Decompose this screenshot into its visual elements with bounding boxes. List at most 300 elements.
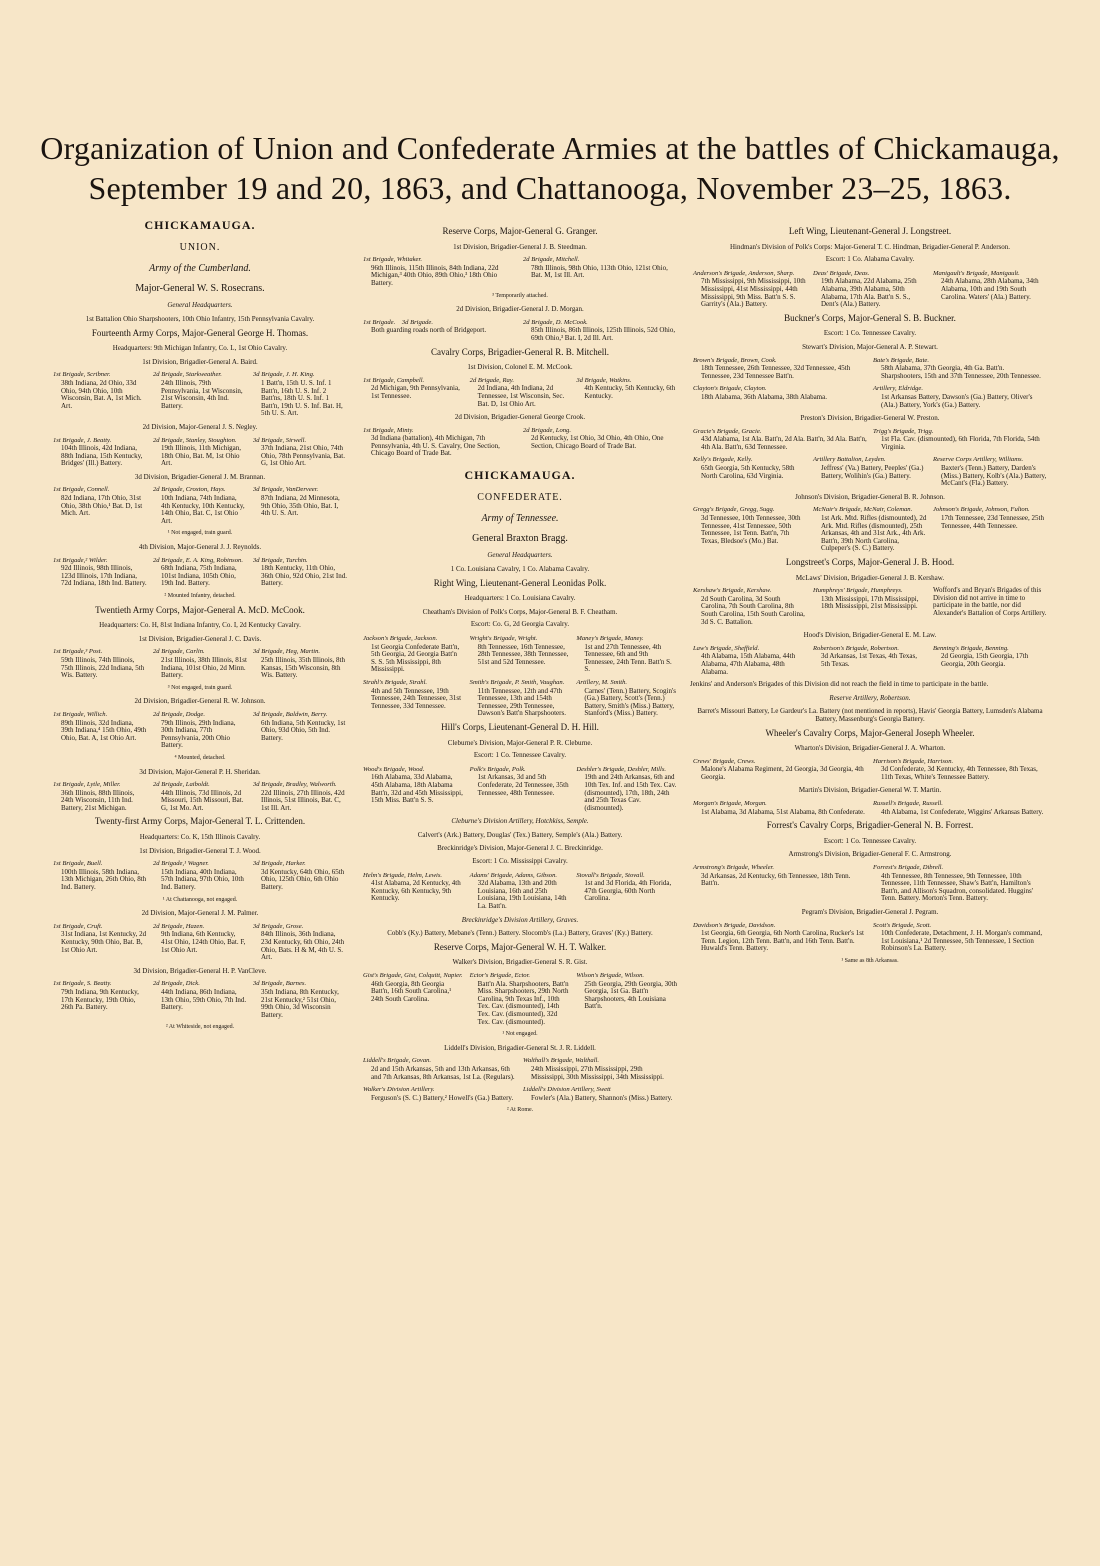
division-heading: 2d Division, Brigadier-General R. W. Johnson. (134, 697, 266, 706)
brigade (930, 645, 1050, 676)
brigade-units: 10th Indiana, 74th Indiana, 4th Kentucky, 10th Kentucky, 14th Ohio, Bat. C, 1st Ohio Art. (161, 494, 245, 525)
brigade-name: 1st Brigade, Connell. (53, 486, 110, 494)
brigade-name: Kelly's Brigade, Kelly. (693, 456, 753, 464)
brigade-name: 2d Brigade, Carlin. (153, 648, 205, 656)
brigade-name: Gist's Brigade, Gist, Colquitt, Napier. (363, 972, 463, 979)
brigade-units: Batt'n Ala. Sharpshooters, Batt'n Miss. Sharpshooters, 29th North Carolina, 9th Texas Inf., 10th Tex. Cav. (dismounted), 14th Tex. Cav. (dismounted), 32d Tex. Cav. (dismounted). (477, 979, 569, 1026)
brigade-units: 87th Indiana, 2d Minnesota, 9th Ohio, 35th Ohio, Bat. I, 4th U. S. Art. (261, 494, 340, 518)
brigade-row (690, 864, 1050, 903)
brigade-name: 2d Brigade, Ray. (469, 376, 514, 384)
brigade-name: 3d Brigade, Sirwell. (253, 436, 307, 444)
brigade (690, 385, 870, 409)
brigade (360, 427, 520, 458)
brigade-name: 2d Brigade, Dodge. (153, 710, 206, 718)
brigade (150, 860, 250, 891)
brigade-units: 82d Indiana, 17th Ohio, 31st Ohio, 38th Ohio,¹ Bat. D, 1st Mich. Art. (61, 494, 143, 518)
escort: Escort: Co. G, 2d Georgia Cavalry. (470, 620, 570, 629)
division-heading: 1st Division, Brigadier-General A. Baird. (142, 357, 258, 366)
footnote: ² At Rome. (506, 1107, 534, 1114)
hq-units: 1 Co. Louisiana Cavalry, 1 Co. Alabama Cavalry. (450, 565, 590, 574)
artillery-units: Fowler's (Ala.) Battery, Shannon's (Miss.) Battery. (531, 1093, 673, 1102)
brigade-row (50, 557, 350, 588)
division-heading: Martin's Division, Brigadier-General W. T. Martin. (798, 786, 942, 795)
division-note: Wofford's and Bryan's Brigades of this Division did not arrive in time to participate in the battle, nor did Alexander's Battalion of Corps Artillery. (933, 586, 1047, 617)
brigade-row (360, 427, 680, 458)
brigade (690, 587, 810, 626)
artillery-heading: Reserve Artillery, Robertson. (829, 693, 911, 702)
brigade-units: 1st Georgia, 6th Georgia, 6th North Carolina, Rucker's 1st Tenn. Legion, 12th Tenn. Batt'n, and 16th Tenn. Batt'n. Huwald's Tenn. Battery. (701, 929, 864, 953)
brigade (250, 371, 350, 418)
brigade-row (50, 648, 350, 679)
brigade-row (50, 781, 350, 812)
brigade (50, 648, 150, 679)
brigade-units: Carnes' (Tenn.) Battery, Scogin's (Ga.) Battery, Scott's (Tenn.) Battery, Smith's (Miss.) Battery, Stanford's (Miss.) Battery. (584, 686, 676, 718)
brigade-row (360, 1057, 680, 1081)
brigade-row (690, 922, 1050, 953)
brigade (930, 456, 1050, 487)
brigade-units: 68th Indiana, 75th Indiana, 101st Indiana, 105th Ohio, 19th Ind. Battery. (161, 564, 237, 588)
division-heading: 3d Division, Brigadier-General H. P. VanCleve. (133, 966, 267, 975)
brigade (50, 711, 150, 750)
brigade-name: 1st Brigade, Willich. (53, 710, 108, 718)
brigade-units: 78th Illinois, 98th Ohio, 113th Ohio, 121st Ohio, Bat. M, 1st Ill. Art. (531, 263, 668, 280)
division-heading: Liddell's Division, Brigadier-General St. J. R. Liddell. (444, 1043, 596, 1052)
brigade-row (360, 319, 680, 343)
brigade-row (50, 980, 350, 1019)
brigade-units: 18th Alabama, 36th Alabama, 38th Alabama. (701, 392, 827, 401)
brigade-units: 1st Fla. Cav. (dismounted), 6th Florida, 7th Florida, 54th Virginia. (881, 435, 1040, 451)
brigade-name: Reserve Corps Artillery, Williams. (933, 456, 1024, 464)
brigade-name: Manigault's Brigade, Manigault. (933, 269, 1020, 277)
brigade-units: 2d South Carolina, 3d South Carolina, 7th South Carolina, 8th South Carolina, 15th South Carolina, 3d S. C. Battalion. (701, 594, 805, 626)
brigade-units: 41st Alabama, 2d Kentucky, 4th Kentucky, 6th Kentucky, 9th Kentucky. (371, 879, 461, 903)
brigade-units: Malone's Alabama Regiment, 2d Georgia, 3d Georgia, 4th Georgia. (701, 765, 864, 781)
brigade-name: 3d Brigade, Barnes. (253, 980, 307, 988)
brigade-name: 2d Brigade, E. A. King, Robinson. (153, 556, 243, 564)
brigade-units: 3d Arkansas, 1st Texas, 4th Texas, 5th Texas. (821, 652, 917, 668)
title-line-1: Organization of Union and Confederate Armies at the battles of Chickamauga, (40, 130, 1060, 166)
brigade-units: 46th Georgia, 8th Georgia Batt'n, 16th South Carolina,¹ 24th South Carolina. (371, 979, 452, 1003)
brigade-units: 36th Illinois, 88th Illinois, 24th Wisconsin, 11th Ind. Battery, 21st Michigan. (61, 788, 135, 812)
brigade (520, 256, 680, 287)
brigade-units: 3d Confederate, 3d Kentucky, 4th Tennessee, 8th Texas, 11th Texas, White's Tennessee Battery. (881, 765, 1038, 781)
footnote: ¹ Not engaged, train guard. (167, 530, 233, 537)
division-heading: Hindman's Division of Polk's Corps: Major-General T. C. Hindman, Brigadier-General P. Anderson. (730, 242, 1010, 251)
brigade-name: 1st Brigade, Whitaker. (363, 256, 422, 264)
brigade-row (690, 758, 1050, 782)
footnote: ⁴ Mounted, detached. (174, 754, 226, 761)
brigade-units: 1st Ark. Mtd. Rifles (dismounted), 2d Ark. Mtd. Rifles (dismounted), 25th Arkansas, 4th and 31st Ark., 4th Ark. Batt'n, 39th North Carolina, Culpeper's (S. C.) Battery. (821, 514, 927, 553)
brigade-units: 2d Kentucky, 1st Ohio, 3d Ohio, 4th Ohio, One Section, Chicago Board of Trade Bat. (531, 434, 664, 450)
brigade-name: Clayton's Brigade, Clayton. (693, 385, 767, 393)
artillery-units: Calvert's (Ark.) Battery, Douglas' (Tex.) Battery, Semple's (Ala.) Battery. (417, 830, 623, 839)
brigade-name: Ector's Brigade, Ector. (469, 972, 531, 979)
division-heading: 2d Division, Major-General J. M. Palmer. (141, 909, 259, 918)
brigade-units: 44th Illinois, 73d Illinois, 2d Missouri, 15th Missouri, Bat. G, 1st Mo. Art. (161, 788, 244, 812)
brigade-row (690, 270, 1050, 309)
chickamauga-heading: CHICKAMAUGA. (144, 218, 256, 232)
brigade (810, 587, 930, 626)
brigade-units: 1 Batt'n, 15th U. S. Inf. 1 Batt'n, 16th U. S. Inf. 2 Batt'ns, 18th U. S. Inf. 1 Batt'n, 19th U. S. Inf. Bat. H, 5th U. S. Art. (261, 378, 343, 418)
brigade-name: 3d Brigade, Watkins. (576, 376, 632, 384)
brigade-row (50, 371, 350, 418)
brigade-units: 58th Alabama, 37th Georgia, 4th Ga. Batt'n. Sharpshooters, 15th and 37th Tennessee, 20th Tennessee. (881, 364, 1041, 380)
corps-heading: Fourteenth Army Corps, Major-General George H. Thomas. (91, 327, 309, 338)
brigade-units: 1st Arkansas, 3d and 5th Confederate, 2d Tennessee, 35th Tennessee, 48th Tennessee. (477, 773, 569, 797)
brigade-name: Humphreys' Brigade, Humphreys. (813, 587, 903, 595)
brigade-name: 3d Brigade, Harker. (253, 860, 306, 868)
brigade (810, 270, 930, 309)
brigade-name: 2d Brigade, Hazen. (153, 922, 205, 930)
corps-heading: Reserve Corps, Major-General W. H. T. Walker. (433, 941, 607, 952)
division-heading: Cheatham's Division of Polk's Corps, Major-General B. F. Cheatham. (422, 607, 618, 616)
brigade (870, 758, 1050, 782)
brigade (360, 1057, 520, 1081)
brigade-name: Morgan's Brigade, Morgan. (693, 800, 767, 808)
brigade (810, 456, 930, 487)
artillery-heading: Breckinridge's Division Artillery, Graves. (461, 915, 579, 924)
column-center (360, 222, 680, 1121)
brigade-row (50, 860, 350, 891)
brigade (467, 635, 574, 674)
division-heading: Cleburne's Division, Major-General P. R. Cleburne. (447, 738, 593, 747)
brigade-units: 9th Indiana, 6th Kentucky, 41st Ohio, 124th Ohio, Bat. F, 1st Ohio Art. (161, 930, 246, 954)
brigade-units: 13th Mississippi, 17th Mississippi, 18th Mississippi, 21st Mississippi. (821, 594, 919, 611)
division-heading: Breckinridge's Division, Major-General J. C. Breckinridge. (437, 844, 603, 853)
brigade (250, 923, 350, 962)
brigade-row (690, 385, 1050, 409)
corps-heading: Twenty-first Army Corps, Major-General T. L. Crittenden. (94, 816, 306, 827)
brigade (870, 864, 1050, 903)
brigade (520, 319, 680, 343)
brigade (360, 972, 467, 1026)
brigade-row (360, 872, 680, 911)
brigade-units: 15th Indiana, 40th Indiana, 57th Indiana, 97th Ohio, 10th Ind. Battery. (161, 867, 244, 892)
brigade-name: 2d Brigade,¹ Wagner. (153, 860, 209, 868)
brigade (360, 766, 467, 813)
brigade-name: Deas' Brigade, Deas. (813, 269, 870, 277)
brigade-row (360, 679, 680, 718)
brigade (573, 766, 680, 813)
brigade-units: 2d Michigan, 9th Pennsylvania, 1st Tennessee. (371, 384, 460, 400)
brigade-units: 31st Indiana, 1st Kentucky, 2d Kentucky, 90th Ohio, Bat. B, 1st Ohio Art. (61, 930, 147, 954)
brigade-name: Liddell's Brigade, Govan. (363, 1057, 432, 1065)
brigade-row (690, 357, 1050, 381)
brigade (250, 557, 350, 588)
brigade (360, 377, 467, 408)
brigade-name: Walthall's Brigade, Walthall. (523, 1057, 600, 1065)
brigade-units: Jeffress' (Va.) Battery, Peeples' (Ga.) Battery, Wolihin's (Ga.) Battery. (821, 464, 924, 480)
brigade (250, 648, 350, 679)
brigade-name: 1st Brigade, Lytle, Miller. (53, 781, 121, 789)
brigade-units: 11th Tennessee, 12th and 47th Tennessee, 13th and 154th Tennessee, 29th Tennessee, Dawson's Batt'n Sharpshooters. (477, 686, 566, 718)
brigade (360, 256, 520, 287)
brigade (150, 781, 250, 812)
brigade-units: 19th and 24th Arkansas, 6th and 10th Tex. Inf. and 15th Tex. Cav. (dismounted), 17th, 18th, 24th and 25th Texas Cav. (dismounted). (584, 773, 677, 812)
brigade-row (690, 800, 1050, 816)
corps-hq: Headquarters: Co. K, 15th Illinois Cavalry. (139, 833, 261, 842)
brigade-name: Anderson's Brigade, Anderson, Sharp. (693, 269, 795, 277)
hq-units: 1st Battalion Ohio Sharpshooters, 10th Ohio Infantry, 15th Pennsylvania Cavalry. (85, 314, 315, 323)
brigade (690, 270, 810, 309)
brigade-name: Brown's Brigade, Brown, Cook. (693, 356, 777, 364)
brigade-units: 59th Illinois, 74th Illinois, 75th Illinois, 22d Indiana, 5th Wis. Battery. (61, 655, 145, 680)
brigade-name: Artillery, M. Smith. (576, 678, 628, 686)
brigade-units: 3d Indiana (battalion), 4th Michigan, 7th Pennsylvania, 4th U. S. Cavalry, One Section, Chicago Board of Trade Bat. (371, 434, 500, 458)
brigade-units: 3d Arkansas, 2d Kentucky, 6th Tennessee, 18th Tenn. Batt'n. (701, 871, 851, 888)
brigade-units: 1st and 27th Tennessee, 4th Tennessee, 6th and 9th Tennessee, 24th Tenn. Batt'n S. S. (584, 642, 672, 674)
division-heading: Walker's Division, Brigadier-General S. R. Gist. (452, 958, 588, 967)
footnote: ³ Temporarily attached. (492, 292, 548, 299)
brigade-name: Robertson's Brigade, Robertson. (813, 644, 900, 652)
brigade (150, 371, 250, 418)
corps-heading: Forrest's Cavalry Corps, Brigadier-General N. B. Forrest. (766, 820, 974, 831)
division-heading: Stewart's Division, Major-General A. P. Stewart. (802, 342, 938, 351)
division-heading: 2d Division, Brigadier-General J. D. Morgan. (456, 305, 584, 314)
brigade-name: 1st Brigade, Minty. (363, 426, 414, 434)
brigade-name: Adams' Brigade, Adams, Gibson. (469, 871, 558, 879)
brigade-units: 92d Illinois, 98th Illinois, 123d Illinois, 17th Indiana, 72d Indiana, 18th Ind. Battery. (61, 564, 147, 588)
column-union (50, 218, 350, 1038)
corps-heading: Wheeler's Cavalry Corps, Major-General Joseph Wheeler. (765, 727, 975, 738)
escort: Escort: 1 Co. Tennessee Cavalry. (823, 836, 917, 845)
brigade (690, 357, 870, 381)
brigade (50, 860, 150, 891)
brigade-name: 2d Brigade, Croxton, Hays. (153, 486, 226, 494)
footnote: ³ Not engaged, train guard. (167, 684, 233, 691)
brigade-units: 4th Alabama, 15th Alabama, 44th Alabama, 47th Alabama, 48th Alabama. (701, 652, 796, 676)
brigade (573, 972, 680, 1026)
brigade (870, 922, 1050, 953)
brigade-units: 21st Illinois, 38th Illinois, 81st Indiana, 101st Ohio, 2d Minn. Battery. (161, 655, 247, 680)
brigade-name: Gregg's Brigade, Gregg, Sugg. (693, 506, 775, 514)
brigade (50, 557, 150, 588)
column-confederate-left (690, 222, 1050, 972)
division-heading: 1st Division, Colonel E. M. McCook. (467, 363, 573, 372)
brigade-name: 1st Brigade. (363, 318, 396, 326)
footnote: ¹ Same as 8th Arkansas. (841, 957, 899, 964)
brigade (360, 679, 467, 718)
brigade (250, 781, 350, 812)
brigade-units: 35th Indiana, 8th Kentucky, 21st Kentucky,² 51st Ohio, 99th Ohio, 3d Wisconsin Battery. (261, 987, 339, 1019)
footnote: ² Mounted Infantry, detached. (164, 593, 236, 599)
corps-hq: Headquarters: Co. H, 81st Indiana Infantry, Co. I, 2d Kentucky Cavalry. (99, 621, 301, 630)
brigade-name: Law's Brigade, Sheffield. (693, 644, 760, 652)
brigade (250, 860, 350, 891)
brigade-name: Wright's Brigade, Wright. (469, 635, 538, 642)
brigade-name: 3d Brigade. (401, 318, 433, 326)
brigade-name: Bate's Brigade, Bate. (873, 356, 929, 364)
brigade-name: 1st Brigade,³ Post. (53, 648, 103, 656)
army-commander: Major-General W. S. Rosecrans. (135, 282, 265, 294)
brigade-name: 2d Brigade, Starkweather. (153, 371, 222, 379)
artillery-units: Cobb's (Ky.) Battery, Mebane's (Tenn.) Battery. Slocomb's (La.) Battery, Graves' (Ky.) Battery. (387, 929, 653, 938)
brigade-units: 8th Tennessee, 16th Tennessee, 28th Tennessee, 38th Tennessee, 51st and 52d Tennessee. (477, 642, 569, 666)
brigade-name: 2d Brigade, Mitchell. (523, 256, 580, 264)
brigade-name: 3d Brigade, J. H. King. (253, 371, 315, 379)
brigade-units: 4th Alabama, 1st Confederate, Wiggins' Arkansas Battery. (881, 807, 1044, 816)
brigade-units: 24th Illinois, 79th Pennsylvania, 1st Wisconsin, 21st Wisconsin, 4th Ind. Battery. (161, 378, 243, 410)
brigade-name: 3d Brigade, VanDerveer. (253, 486, 319, 494)
escort: Escort: 1 Co. Tennessee Cavalry. (823, 329, 917, 338)
brigade-row (50, 711, 350, 750)
brigade (690, 800, 870, 816)
brigade-units: 1st Georgia Confederate Batt'n, 5th Georgia, 2d Georgia Batt'n S. S. 5th Mississippi, 8th Mississippi. (371, 642, 460, 674)
hq-label: General Headquarters. (167, 301, 233, 310)
artillery-units: Ferguson's (S. C.) Battery,² Howell's (Ga.) Battery. (371, 1093, 514, 1102)
division-note: Jenkins' and Anderson's Brigades of this Division did not reach the field in time to participate in the battle. (690, 680, 989, 689)
brigade-units: 2d Indiana, 4th Indiana, 2d Tennessee, 1st Wisconsin, Sec. Bat. D, 1st Ohio Art. (477, 384, 565, 408)
division-heading: McLaws' Division, Brigadier-General J. B. Kershaw. (795, 573, 945, 582)
note-block (930, 587, 1050, 626)
brigade (690, 864, 870, 903)
brigade-row (360, 377, 680, 408)
corps-heading: Buckner's Corps, Major-General S. B. Buckner. (784, 312, 956, 323)
brigade-name: Wood's Brigade, Wood. (363, 765, 425, 773)
brigade-units: 18th Tennessee, 26th Tennessee, 32d Tennessee, 45th Tennessee, 23d Tennessee Batt'n. (701, 364, 851, 380)
brigade-row (360, 766, 680, 813)
brigade-name: 1st Brigade, Buell. (53, 860, 103, 868)
artillery-units: Barret's Missouri Battery, Le Gardeur's La. Battery (not mentioned in reports), Havis' Georgia Battery, Lumsden's Alabama Battery, Massenburg's Georgia Battery. (697, 707, 1043, 723)
artillery-heading: Cleburne's Division Artillery, Hotchkiss, Semple. (451, 817, 589, 826)
army-commander: General Braxton Bragg. (472, 532, 568, 544)
brigade (150, 923, 250, 962)
brigade-name: Kershaw's Brigade, Kershaw. (693, 587, 772, 595)
brigade-units: 19th Illinois, 11th Michigan, 18th Ohio, Bat. M, 1st Ohio Art. (161, 444, 242, 468)
brigade-units: 19th Alabama, 22d Alabama, 25th Alabama, 39th Alabama, 50th Alabama, 17th Ala. Batt'n S. S., Dent's (Ala.) Battery. (821, 277, 917, 309)
brigade (520, 427, 680, 458)
brigade-units: 96th Illinois, 115th Illinois, 84th Indiana, 22d Michigan,³ 40th Ohio, 89th Ohio,³ 18th Ohio Battery. (371, 263, 499, 287)
brigade (50, 371, 150, 418)
brigade-name: 1st Brigade, Cruft. (53, 922, 103, 930)
brigade (870, 800, 1050, 816)
escort: Escort: 1 Co. Mississippi Cavalry. (472, 857, 568, 866)
brigade-name: 1st Brigade, Scribner. (53, 371, 111, 379)
brigade-units: 24th Alabama, 28th Alabama, 34th Alabama, 10th and 19th South Carolina. Waters' (Ala.) Battery. (941, 277, 1039, 301)
brigade-units: 84th Illinois, 36th Indiana, 23d Kentucky, 6th Ohio, 24th Ohio, Bats. H & M, 4th U. S. Art. (261, 930, 345, 962)
brigade (50, 486, 150, 525)
brigade-name: Benning's Brigade, Benning. (933, 644, 1009, 652)
brigade (360, 1086, 520, 1102)
title-line-2: September 19 and 20, 1863, and Chattanooga, November 23–25, 1863. (88, 170, 1012, 206)
brigade-units: 10th Confederate, Detachment, J. H. Morgan's command, 1st Louisiana,¹ 2d Tennessee, 5th Tennessee, 1 Section Robinson's La. Battery. (881, 929, 1043, 953)
brigade-units: 100th Illinois, 58th Indiana, 13th Michigan, 26th Ohio, 8th Ind. Battery. (61, 867, 147, 892)
brigade (467, 972, 574, 1026)
brigade (870, 357, 1050, 381)
brigade-units: 24th Mississippi, 27th Mississippi, 29th Mississippi, 30th Mississippi, 34th Mississippi. (531, 1064, 664, 1081)
corps-heading: Longstreet's Corps, Major-General J. B. Hood. (785, 557, 955, 567)
brigade-name: 3d Brigade, Heg, Martin. (253, 648, 321, 656)
brigade (690, 506, 810, 553)
division-heading: 1st Division, Brigadier-General J. C. Davis. (138, 634, 262, 643)
corps-heading: Cavalry Corps, Brigadier-General R. B. Mitchell. (430, 346, 610, 357)
brigade-name: 1st Brigade, J. Beatty. (53, 436, 112, 444)
brigade-units: 3d Kentucky, 64th Ohio, 65th Ohio, 125th Ohio, 6th Ohio Battery. (261, 867, 345, 892)
brigade-name: 2d Brigade, Long. (523, 426, 571, 434)
brigade-name: Strahl's Brigade, Strahl. (363, 678, 428, 686)
brigade (690, 428, 870, 452)
brigade (690, 922, 870, 953)
corps-heading: Reserve Corps, Major-General G. Granger. (442, 226, 598, 236)
brigade (250, 486, 350, 525)
hq-label: General Headquarters. (487, 551, 553, 560)
brigade-units: 4th Kentucky, 5th Kentucky, 6th Kentucky. (584, 384, 676, 400)
brigade-name: 2d Brigade, Dick. (153, 980, 200, 988)
footnote: ¹ At Chattanooga, not engaged. (162, 896, 238, 903)
brigade (360, 635, 467, 674)
brigade-name: Stovall's Brigade, Stovall. (576, 871, 645, 879)
division-heading: 1st Division, Brigadier-General T. J. Wood. (139, 846, 261, 855)
brigade-units: 7th Mississippi, 9th Mississippi, 10th Mississippi, 41st Mississippi, 44th Mississippi, 9th Miss. Batt'n S. S. Garrity's (Ala.) Battery. (701, 277, 806, 309)
brigade (520, 1057, 680, 1081)
escort: Escort: 1 Co. Alabama Cavalry. (825, 255, 915, 264)
brigade (250, 980, 350, 1019)
brigade (467, 766, 574, 813)
division-heading: 1st Division, Brigadier-General J. B. Steedman. (453, 242, 587, 251)
division-heading: Preston's Division, Brigadier-General W. Preston. (800, 414, 940, 423)
brigade-row (690, 428, 1050, 452)
brigade-row (690, 645, 1050, 676)
corps-heading: Twentieth Army Corps, Major-General A. McD. McCook. (95, 604, 305, 615)
brigade-row (690, 506, 1050, 553)
brigade (50, 980, 150, 1019)
brigade (690, 645, 810, 676)
brigade-name: 3d Brigade, Baldwin, Berry. (253, 710, 328, 718)
brigade-name: Maney's Brigade, Maney. (576, 635, 644, 642)
brigade-units: 37th Indiana, 21st Ohio, 74th Ohio, 78th Pennsylvania, Bat. G, 1st Ohio Art. (261, 444, 345, 468)
brigade-units: 1st and 3d Florida, 4th Florida, 47th Georgia, 60th North Carolina. (584, 879, 672, 903)
footnote: ¹ Not engaged. (502, 1031, 538, 1038)
army-name: Army of the Cumberland. (149, 263, 251, 275)
brigade (573, 635, 680, 674)
footnote: ² At Whiteside, not engaged. (165, 1024, 235, 1031)
brigade-units: 1st Alabama, 3d Alabama, 51st Alabama, 8th Confederate. (701, 807, 865, 816)
brigade-units: 79th Indiana, 9th Kentucky, 17th Kentucky, 19th Ohio, 26th Pa. Battery. (61, 987, 139, 1012)
wing-heading: Left Wing, Lieutenant-General J. Longstreet. (788, 226, 952, 236)
union-heading: UNION. (179, 241, 221, 253)
brigade-row (360, 635, 680, 674)
brigade (50, 781, 150, 812)
brigade-units: 2d Georgia, 15th Georgia, 17th Georgia, 20th Georgia. (941, 652, 1029, 668)
division-heading: 4th Division, Major-General J. J. Reynolds. (138, 543, 262, 552)
wing-hq: Headquarters: 1 Co. Louisiana Cavalry. (464, 594, 576, 603)
brigade-name: 1st Brigade, S. Beatty. (53, 980, 112, 988)
division-heading: 3d Division, Brigadier-General J. M. Brannan. (134, 472, 266, 481)
wing-heading: Right Wing, Lieutenant-General Leonidas Polk. (433, 577, 607, 588)
brigade-name: Gracie's Brigade, Gracie. (693, 427, 762, 435)
brigade-row (690, 456, 1050, 487)
brigade-name: 3d Brigade, Turchin. (253, 556, 308, 564)
brigade (467, 377, 574, 408)
brigade-name: Artillery Battalion, Leyden. (813, 456, 886, 464)
brigade-name: Jackson's Brigade, Jackson. (363, 635, 438, 642)
brigade-name: Davidson's Brigade, Davidson. (693, 921, 776, 929)
brigade-row (50, 486, 350, 525)
brigade-units: 32d Alabama, 13th and 20th Louisiana, 16th and 25th Louisiana, 19th Louisiana, 14th La. Batt'n. (477, 879, 567, 911)
brigade-name: Johnson's Brigade, Johnson, Fulton. (933, 506, 1030, 514)
brigade-units: Both guarding roads north of Bridgeport. (371, 326, 487, 335)
brigade-units: 3d Tennessee, 10th Tennessee, 30th Tennessee, 41st Tennessee, 50th Tennessee, 1st Tenn. Batt'n, 7th Texas, Bledsoe's (Mo.) Bat. (701, 514, 801, 545)
brigade-units: 85th Illinois, 86th Illinois, 125th Illinois, 52d Ohio, 69th Ohio,³ Bat. I, 2d Ill. Art. (531, 326, 676, 342)
brigade-name: 3d Brigade, Grose. (253, 922, 304, 930)
brigade (50, 437, 150, 468)
brigade (250, 437, 350, 468)
brigade-name: 3d Brigade, Bradley, Walworth. (253, 781, 337, 789)
brigade (150, 980, 250, 1019)
brigade (870, 385, 1050, 409)
brigade-units: 18th Kentucky, 11th Ohio, 36th Ohio, 92d Ohio, 21st Ind. Battery. (261, 564, 347, 588)
brigade-units: 1st Arkansas Battery, Dawson's (Ga.) Battery, Oliver's (Ala.) Battery, York's (Ga.) Battery. (881, 392, 1033, 409)
